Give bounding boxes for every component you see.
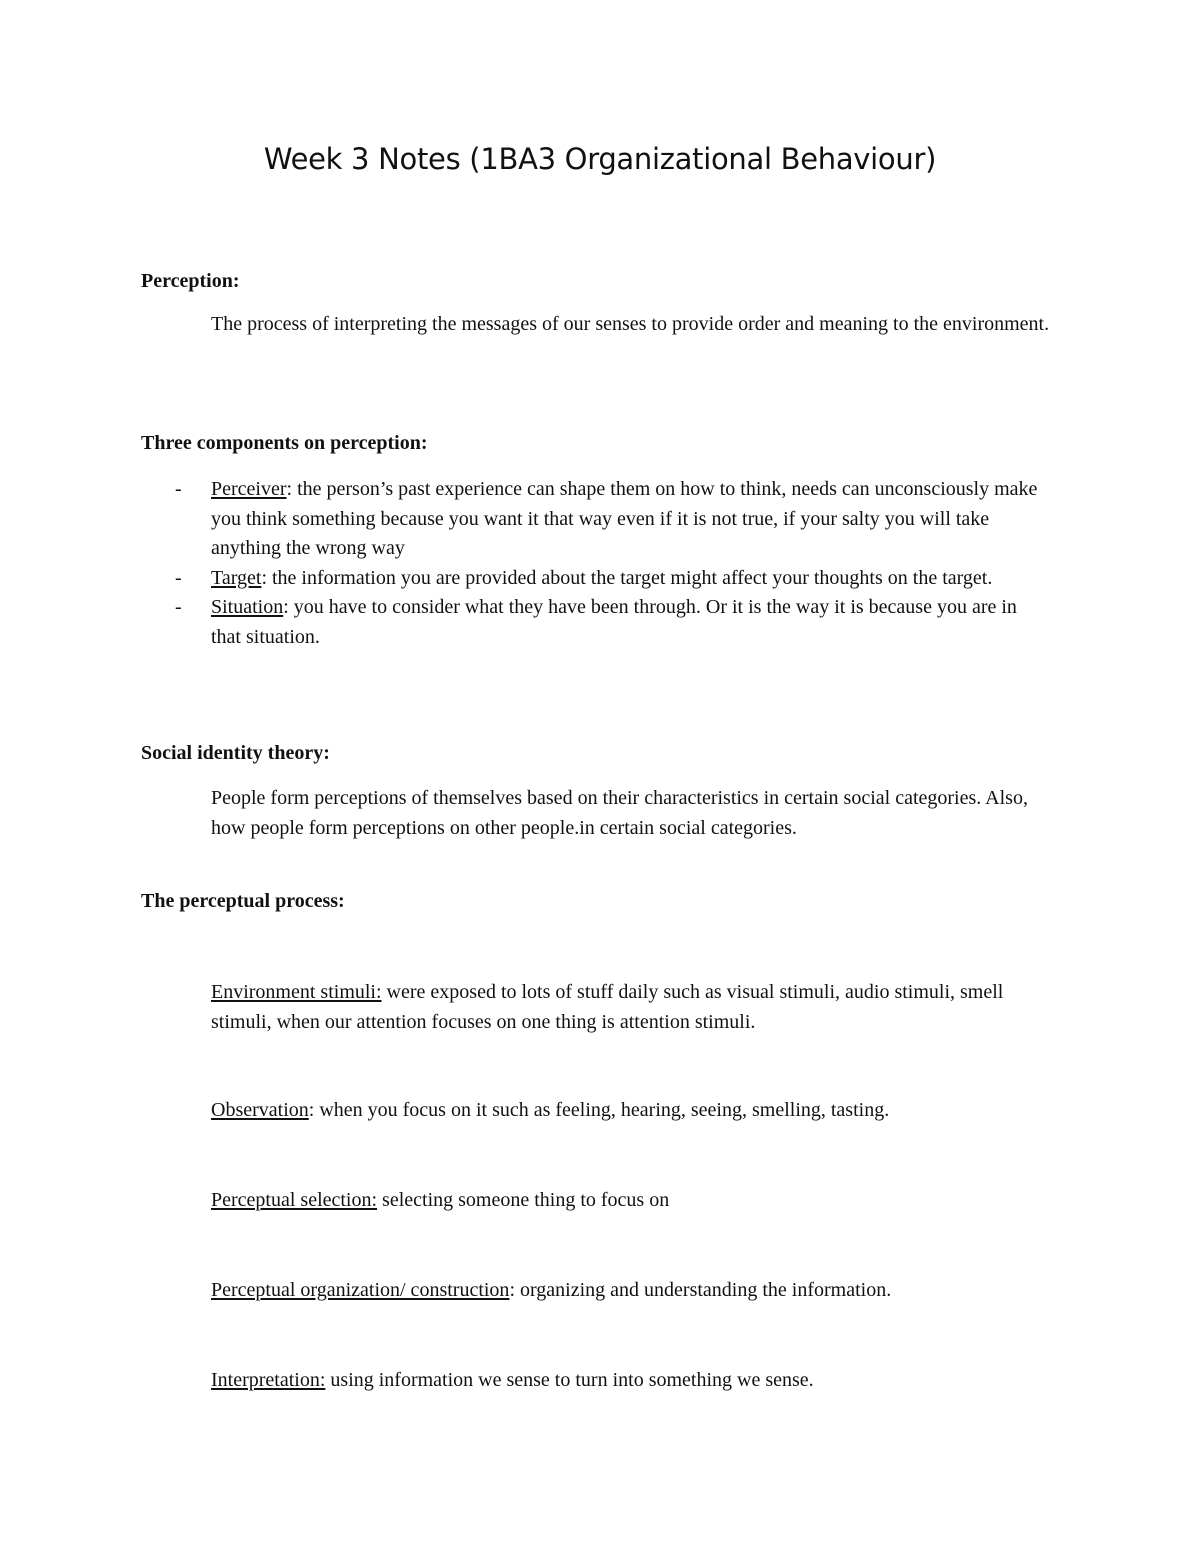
term-perceptual-organization: Perceptual organization/ construction	[211, 1279, 510, 1301]
heading-perception: Perception:	[141, 270, 240, 292]
environment-stimuli-description: were exposed to lots of stuff daily such as visual stimuli, audio stimuli, smell stimuli, when our attention focuses on one thing is attention stimuli.	[211, 981, 1004, 1033]
perceiver-description: : the person’s past experience can shape them on how to think, needs can unconsciously make you think something because you want it that way even if it is not true, if your salty you will take anything the wrong way	[211, 478, 1038, 559]
perceptual-organization-description: : organizing and understanding the information.	[509, 1279, 892, 1301]
term-perceiver: Perceiver	[211, 478, 287, 500]
perceptual-selection-description: selecting someone thing to focus on	[377, 1189, 670, 1211]
term-environment-stimuli: Environment stimuli:	[211, 981, 382, 1003]
list-item-situation	[141, 593, 1051, 652]
heading-social-identity: Social identity theory:	[141, 742, 330, 764]
term-interpretation: Interpretation:	[211, 1369, 326, 1391]
list-item-perceiver	[141, 475, 1051, 564]
process-item-interpretation	[211, 1366, 1051, 1396]
page-title: Week 3 Notes (1BA3 Organizational Behaviour)	[263, 142, 937, 176]
interpretation-description: using information we sense to turn into something we sense.	[325, 1369, 814, 1391]
process-item-observation	[211, 1096, 1051, 1126]
term-perceptual-selection: Perceptual selection:	[211, 1189, 378, 1211]
process-item-perceptual-organization	[211, 1276, 1051, 1306]
social-identity-definition: People form perceptions of themselves based on their characteristics in certain social categories. Also, how people form perceptions on other people.in certain social categories.	[211, 787, 1028, 839]
target-description: : the information you are provided about the target might affect your thoughts on the target.	[261, 566, 993, 589]
perception-definition: The process of interpreting the messages of our senses to provide order and meaning to the environment.	[211, 313, 1050, 335]
term-situation: Situation	[211, 596, 284, 618]
components-list	[141, 475, 1051, 652]
process-item-perceptual-selection	[211, 1186, 1051, 1216]
heading-perceptual-process: The perceptual process:	[141, 890, 345, 912]
list-item-target	[141, 564, 1051, 594]
bullet-dash: -	[175, 478, 182, 500]
heading-three-components: Three components on perception:	[141, 432, 428, 454]
situation-description: : you have to consider what they have been through. Or it is the way it is because you are in that situation.	[211, 596, 1017, 648]
term-target: Target	[211, 566, 262, 589]
bullet-dash: -	[175, 596, 182, 618]
observation-description: : when you focus on it such as feeling, hearing, seeing, smelling, tasting.	[308, 1099, 890, 1121]
term-observation: Observation	[211, 1099, 309, 1121]
process-item-environment-stimuli	[211, 978, 1051, 1037]
bullet-dash: -	[175, 566, 182, 589]
